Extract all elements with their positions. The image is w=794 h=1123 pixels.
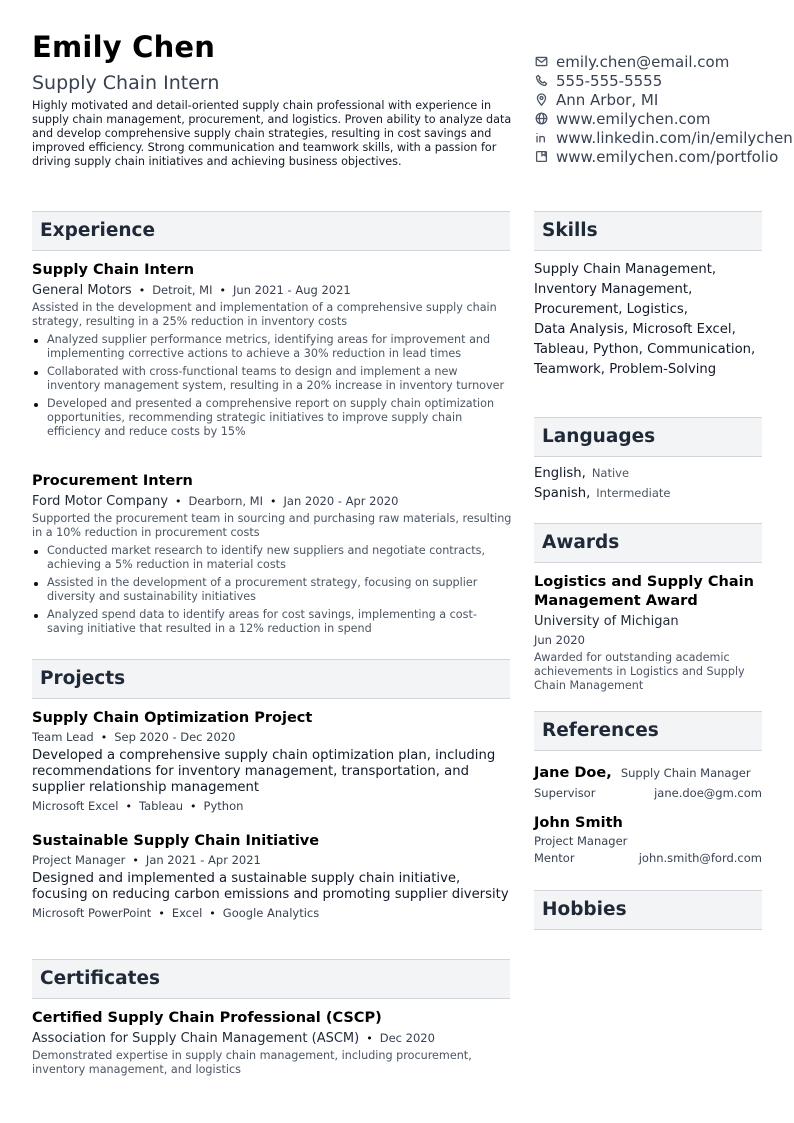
project-tool: Excel: [171, 906, 203, 920]
portfolio-icon: [534, 150, 548, 164]
job-description: Assisted in the development and implementation of a comprehensive supply chain strategy, resulting in a 25% reduction in inventory costs: [32, 301, 497, 328]
candidate-title: Supply Chain Intern: [32, 72, 220, 94]
skill-item: Python,: [592, 342, 643, 357]
reference-relation: Supervisor: [534, 786, 596, 800]
reference-email[interactable]: jane.doe@gm.com: [654, 786, 762, 800]
contact-location-text: Ann Arbor, MI: [556, 90, 659, 109]
contact-email-text: emily.chen@email.com: [556, 52, 730, 71]
project-role: Project Manager: [32, 853, 126, 867]
project-dates: Sep 2020 - Dec 2020: [114, 730, 236, 744]
award-date: Jun 2020: [534, 633, 585, 647]
certificate-description: Demonstrated expertise in supply chain management, including procurement, inventory management, and logistics: [32, 1049, 472, 1076]
certificate-item: [32, 1010, 512, 1077]
mail-icon: [534, 55, 548, 69]
references-section-header: [534, 711, 762, 751]
project-name: Supply Chain Optimization Project: [32, 710, 313, 726]
contact-website[interactable]: [534, 109, 794, 128]
reference-name: John Smith: [534, 815, 623, 831]
award-issuer: University of Michigan: [534, 614, 679, 629]
experience-item: [32, 262, 512, 443]
reference-position: Project Manager: [534, 834, 628, 848]
project-description: Developed a comprehensive supply chain optimization plan, including recommendations for inventory management, transportation, and supplier relationship management: [32, 748, 496, 795]
language-item: [534, 486, 762, 506]
job-role: Procurement Intern: [32, 473, 193, 489]
contact-list: [534, 52, 794, 166]
job-bullet: Analyzed spend data to identify areas for cost savings, implementing a cost-saving initiative that resulted in a 12% reduction in spend: [32, 608, 512, 636]
skills-list: [534, 260, 764, 380]
language-name: Spanish,: [534, 486, 591, 501]
phone-icon: [534, 74, 548, 88]
language-level: Intermediate: [596, 486, 671, 500]
project-description: Designed and implemented a sustainable supply chain initiative, focusing on reducing carbon emissions and promoting supplier diversity: [32, 871, 509, 902]
language-item: [534, 466, 762, 486]
project-tool: Google Analytics: [222, 906, 320, 920]
candidate-name: Emily Chen: [32, 30, 216, 64]
project-item: [32, 833, 512, 920]
job-dates: Jun 2021 - Aug 2021: [232, 283, 351, 297]
contact-website-text: www.emilychen.com: [556, 109, 711, 128]
contact-location: [534, 90, 794, 109]
project-tool: Microsoft Excel: [32, 799, 119, 813]
certificate-meta: Association for Supply Chain Management (ASCM) • Dec 2020: [32, 1031, 435, 1046]
reference-relation: Mentor: [534, 851, 575, 865]
contact-email[interactable]: [534, 52, 794, 71]
job-bullet: Developed and presented a comprehensive report on supply chain optimization opportunities, recommending strategic initiatives to improve supply chain efficiency and reduce costs by 15%: [32, 397, 512, 439]
reference-item: [534, 762, 762, 800]
project-meta: Project Manager • Jan 2021 - Apr 2021: [32, 853, 261, 867]
experience-heading: Experience: [40, 220, 156, 241]
job-bullet: Collaborated with cross-functional teams to design and implement a new inventory management system, resulting in a 20% increase in inventory turnover: [32, 365, 512, 393]
job-location: Dearborn, MI: [188, 494, 263, 508]
languages-list: [534, 466, 762, 506]
skills-section-header: [534, 211, 762, 251]
project-meta: Team Lead • Sep 2020 - Dec 2020: [32, 730, 236, 744]
project-tool: Python: [203, 799, 244, 813]
certificate-name: Certified Supply Chain Professional (CSCP): [32, 1010, 382, 1026]
skill-item: Microsoft Excel,: [632, 322, 736, 337]
job-bullet: Analyzed supplier performance metrics, identifying areas for improvement and implementing corrective actions to achieve a 30% reduction in lead times: [32, 333, 512, 361]
contact-portfolio[interactable]: [534, 147, 794, 166]
job-company: Ford Motor Company: [32, 494, 169, 509]
location-pin-icon: [534, 93, 548, 107]
job-meta: Ford Motor Company • Dearborn, MI • Jan 2020 - Apr 2020: [32, 494, 399, 509]
awards-heading: Awards: [542, 532, 620, 553]
languages-heading: Languages: [542, 426, 656, 447]
skill-item: Supply Chain Management,: [534, 262, 717, 277]
linkedin-icon: [534, 131, 548, 145]
certificates-heading: Certificates: [40, 968, 160, 989]
project-tool: Tableau: [138, 799, 184, 813]
hobbies-section-header: [534, 890, 762, 930]
language-name: English,: [534, 466, 586, 481]
contact-phone-text: 555-555-5555: [556, 71, 663, 90]
experience-item: [32, 473, 512, 640]
reference-name: Jane Doe,: [534, 765, 612, 781]
job-role: Supply Chain Intern: [32, 262, 195, 278]
job-description: Supported the procurement team in sourcing and purchasing raw materials, resulting in a 10% reduction in procurement costs: [32, 512, 512, 539]
skill-item: Inventory Management,: [534, 282, 693, 297]
skill-item: Procurement,: [534, 302, 623, 317]
skill-item: Data Analysis,: [534, 322, 629, 337]
award-title: Logistics and Supply Chain Management Award: [534, 574, 754, 609]
languages-section-header: [534, 417, 762, 457]
summary: Highly motivated and detail-oriented supply chain professional with experience in supply chain management, procurement, and logistics. Proven ability to analyze data and develop comprehensive supply chain strategies, resulting in cost savings and improved efficiency. Strong communication and teamwork skills, with a passion for driving supply chain initiatives and achieving business objectives.: [32, 99, 512, 168]
job-location: Detroit, MI: [152, 283, 213, 297]
skills-heading: Skills: [542, 220, 598, 241]
project-tools: Microsoft Excel • Tableau • Python: [32, 799, 244, 813]
projects-heading: Projects: [40, 668, 126, 689]
reference-item: [534, 815, 762, 865]
job-company: General Motors: [32, 283, 132, 298]
project-dates: Jan 2021 - Apr 2021: [145, 853, 261, 867]
reference-email[interactable]: john.smith@ford.com: [638, 851, 762, 865]
globe-icon: [534, 112, 548, 126]
award-description: Awarded for outstanding academic achievements in Logistics and Supply Chain Management: [534, 651, 745, 692]
job-meta: General Motors • Detroit, MI • Jun 2021 - Aug 2021: [32, 283, 351, 298]
hobbies-heading: Hobbies: [542, 899, 627, 920]
experience-section-header: [32, 211, 510, 251]
project-tool: Microsoft PowerPoint: [32, 906, 152, 920]
contact-phone[interactable]: [534, 71, 794, 90]
awards-section-header: [534, 523, 762, 563]
project-tools: Microsoft PowerPoint • Excel • Google Analytics: [32, 906, 320, 920]
project-item: [32, 710, 512, 813]
skill-item: Teamwork,: [534, 362, 605, 377]
contact-linkedin-text: www.linkedin.com/in/emilychen: [556, 128, 793, 147]
job-bullet: Assisted in the development of a procurement strategy, focusing on supplier diversity and sustainability initiatives: [32, 576, 512, 604]
contact-linkedin[interactable]: [534, 128, 794, 147]
skill-item: Communication,: [647, 342, 756, 357]
projects-section-header: [32, 659, 510, 699]
skill-item: Problem-Solving: [609, 362, 717, 377]
job-bullet: Conducted market research to identify new suppliers and negotiate contracts, achieving a 5% reduction in material costs: [32, 544, 512, 572]
project-role: Team Lead: [32, 730, 94, 744]
skill-item: Logistics,: [626, 302, 688, 317]
certificates-section-header: [32, 959, 510, 999]
certificate-date: Dec 2020: [379, 1031, 435, 1045]
contact-portfolio-text: www.emilychen.com/portfolio: [556, 147, 779, 166]
certificate-issuer: Association for Supply Chain Management (ASCM): [32, 1031, 360, 1046]
language-level: Native: [591, 466, 630, 480]
award-item: [534, 573, 762, 693]
job-bullets: [32, 544, 512, 636]
job-dates: Jan 2020 - Apr 2020: [283, 494, 399, 508]
project-name: Sustainable Supply Chain Initiative: [32, 833, 320, 849]
references-heading: References: [542, 720, 659, 741]
job-bullets: [32, 333, 512, 439]
skill-item: Tableau,: [534, 342, 589, 357]
reference-position: Supply Chain Manager: [620, 766, 751, 780]
